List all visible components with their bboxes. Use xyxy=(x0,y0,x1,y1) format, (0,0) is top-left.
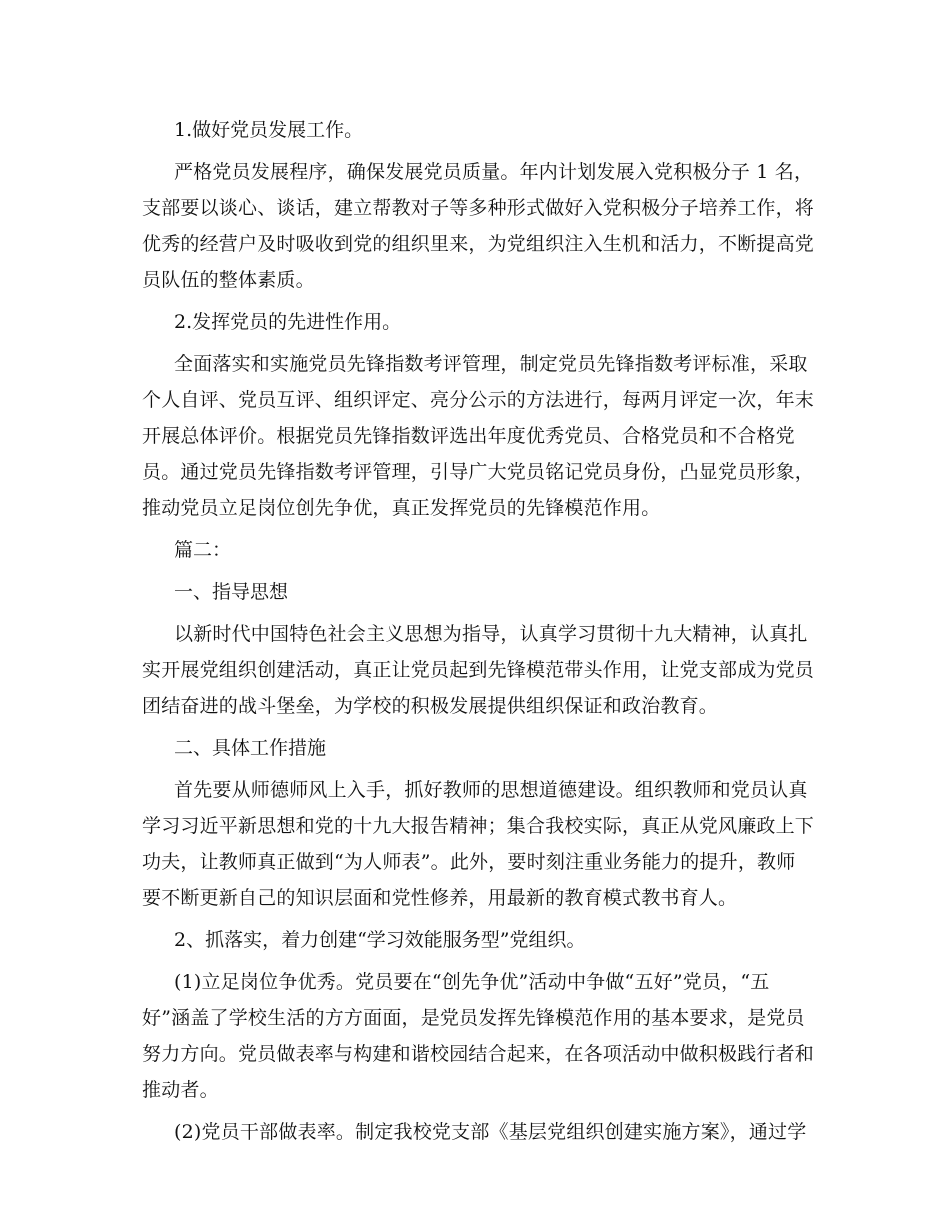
document-body xyxy=(142,112,814,1150)
paragraph-6: (2)党员干部做表率。制定我校党支部《基层党组织创建实施方案》，通过学 xyxy=(174,1121,807,1143)
part-two-title: 篇二： xyxy=(174,539,232,561)
section-heading-2: 2.发挥党员的先进性作用。 xyxy=(174,311,402,333)
section-heading-1: 1.做好党员发展工作。 xyxy=(174,119,364,141)
paragraph-4: 首先要从师德师风上入手，抓好教师的思想道德建设。组织教师和党员认真学习习近平新思想和党的十九大报告精神；集合我校实际，真正从党风廉政上下功夫，让教师真正做到“为人师表”。此外，要时刻注重业务能力的提升，教师要不断更新自己的知识层面和党性修养，用最新的教育模式教书育人。 xyxy=(142,779,815,909)
paragraph-3: 以新时代中国特色社会主义思想为指导，认真学习贯彻十九大精神，认真扎实开展党组织创建活动，真正让党员起到先锋模范带头作用，让党支部成为党员团结奋进的战斗堡垒，为学校的积极发展提供组织保证和政治教育。 xyxy=(142,623,815,717)
section-heading-measures: 二、具体工作措施 xyxy=(174,737,327,759)
paragraph-5: (1)立足岗位争优秀。党员要在“创先争优”活动中争做“五好”党员，“五好”涵盖了学校生活的方方面面，是党员发挥先锋模范作用的基本要求，是党员努力方向。党员做表率与构建和谐校园结合起来，在各项活动中做积极践行者和推动者。 xyxy=(142,971,815,1101)
section-heading-implementation: 2、抓落实，着力创建“学习效能服务型”党组织。 xyxy=(174,929,586,951)
section-heading-guiding-thought: 一、指导思想 xyxy=(174,581,289,603)
paragraph-1: 严格党员发展程序，确保发展党员质量。年内计划发展入党积极分子 1 名，支部要以谈心、谈话，建立帮教对子等多种形式做好入党积极分子培养工作，将优秀的经营户及时吸收到党的组织里来，为党组织注入生机和活力，不断提高党员队伍的整体素质。 xyxy=(142,161,815,291)
paragraph-2: 全面落实和实施党员先锋指数考评管理，制定党员先锋指数考评标准，采取个人自评、党员互评、组织评定、亮分公示的方法进行，每两月评定一次，年末开展总体评价。根据党员先锋指数评选出年度优秀党员、合格党员和不合格党员。通过党员先锋指数考评管理，引导广大党员铭记党员身份，凸显党员形象，推动党员立足岗位创先争优，真正发挥党员的先锋模范作用。 xyxy=(142,353,815,519)
